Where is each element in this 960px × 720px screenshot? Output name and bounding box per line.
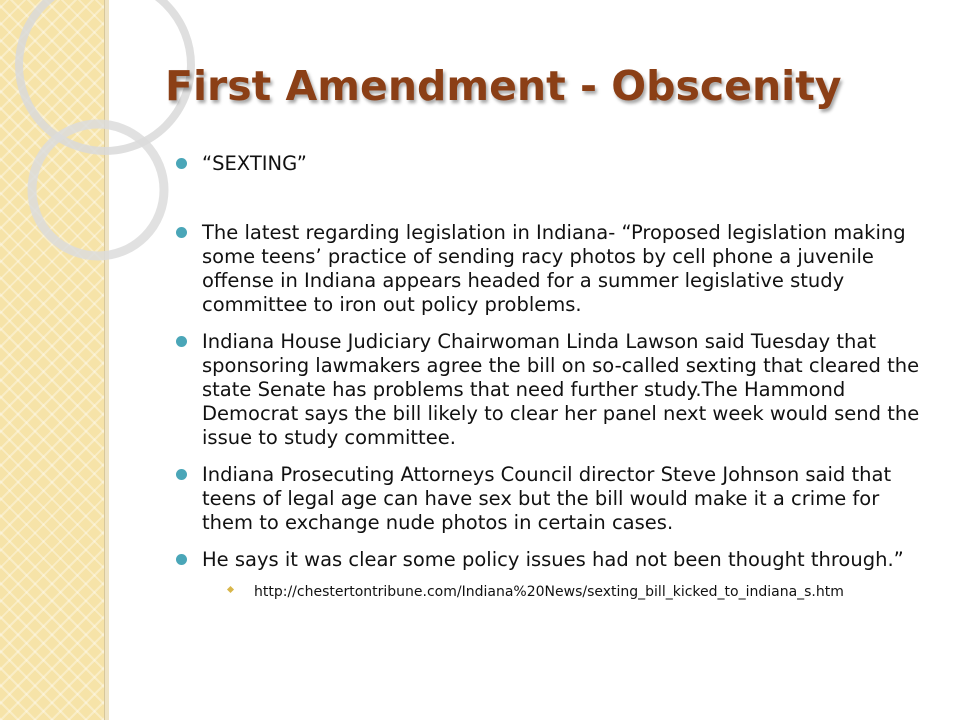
bullet-dot-icon xyxy=(176,554,187,565)
bullet-list xyxy=(176,152,936,572)
bullet-text: He says it was clear some policy issues had not been thought through.” xyxy=(202,548,904,571)
sub-bullet-icon xyxy=(227,586,234,593)
bullet-dot-icon xyxy=(176,158,187,169)
bullet-item xyxy=(176,548,936,572)
bullet-dot-icon xyxy=(176,227,187,238)
bullet-item xyxy=(176,221,936,317)
slide-content xyxy=(176,152,936,601)
source-url-text[interactable]: http://chestertontribune.com/Indiana%20News/sexting_bill_kicked_to_indiana_s.htm xyxy=(254,584,844,600)
bullet-dot-icon xyxy=(176,469,187,480)
bullet-text: “SEXTING” xyxy=(202,152,307,175)
bullet-item xyxy=(176,330,936,450)
slide-title: First Amendment - Obscenity xyxy=(165,62,842,110)
bullet-item xyxy=(176,463,936,535)
bullet-dot-icon xyxy=(176,336,187,347)
bullet-text: Indiana House Judiciary Chairwoman Linda Lawson said Tuesday that sponsoring lawmakers agree the bill on so-called sexting that cleared the state Senate has problems that need further study.The Hammond Democrat says the bill likely to clear her panel next week would send the issue to study committee. xyxy=(202,330,920,449)
source-link[interactable] xyxy=(228,583,934,601)
bullet-text: Indiana Prosecuting Attorneys Council director Steve Johnson said that teens of legal age can have sex but the bill would make it a crime for them to exchange nude photos in certain cases. xyxy=(202,463,892,534)
bullet-text: The latest regarding legislation in Indiana- “Proposed legislation making some teens’ practice of sending racy photos by cell phone a juvenile offense in Indiana appears headed for a summer legislative study committee to iron out policy problems. xyxy=(202,221,906,316)
bullet-item xyxy=(176,152,936,176)
